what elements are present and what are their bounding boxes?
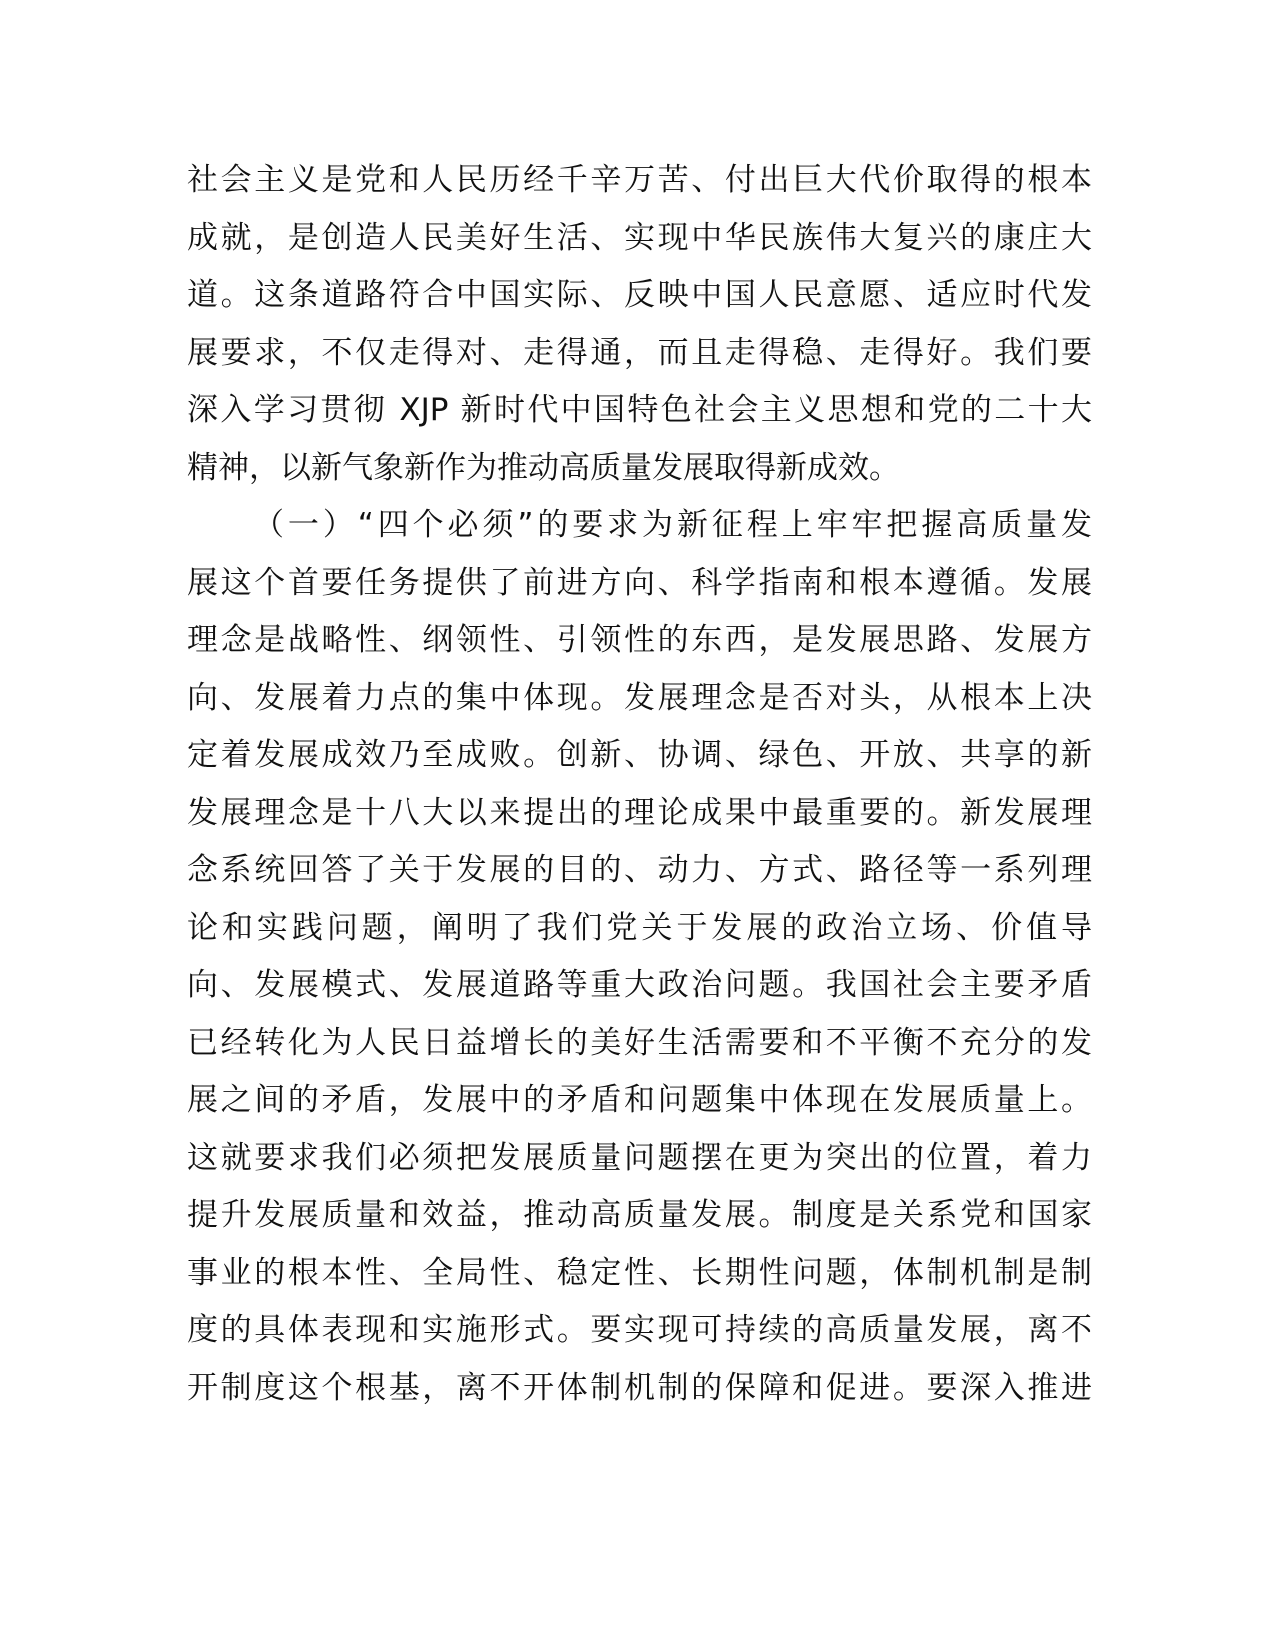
text-line: 开制度这个根基，离不开体制机制的保障和促进。要深入推进 [187, 1369, 1092, 1406]
text-line: 向、发展着力点的集中体现。发展理念是否对头，从根本上决 [187, 679, 1092, 716]
text-line: 向、发展模式、发展道路等重大政治问题。我国社会主要矛盾 [187, 967, 1092, 1003]
document-body [187, 152, 1092, 1417]
text-line: 度的具体表现和实施形式。要实现可持续的高质量发展，离不 [187, 1312, 1092, 1348]
text-line: 定着发展成效乃至成败。创新、协调、绿色、开放、共享的新 [187, 737, 1092, 773]
text-line: 这就要求我们必须把发展质量问题摆在更为突出的位置，着力 [187, 1139, 1092, 1176]
text-line: 社会主义是党和人民历经千辛万苦、付出巨大代价取得的根本 [187, 162, 1092, 198]
text-line: 展之间的矛盾，发展中的矛盾和问题集中体现在发展质量上。 [187, 1082, 1092, 1118]
text-line: 已经转化为人民日益增长的美好生活需要和不平衡不充分的发 [187, 1024, 1092, 1061]
text-line: 理念是战略性、纲领性、引领性的东西，是发展思路、发展方 [187, 622, 1092, 658]
paragraph-2 [187, 497, 1092, 1417]
paragraph-1 [187, 152, 1092, 497]
text-line: 事业的根本性、全局性、稳定性、长期性问题，体制机制是制 [187, 1254, 1092, 1291]
text-line: 深入学习贯彻 XJP 新时代中国特色社会主义思想和党的二十大 [187, 392, 1092, 428]
text-line: 提升发展质量和效益，推动高质量发展。制度是关系党和国家 [187, 1197, 1092, 1233]
text-line: 展这个首要任务提供了前进方向、科学指南和根本遵循。发展 [187, 564, 1092, 601]
text-line: 念系统回答了关于发展的目的、动力、方式、路径等一系列理 [187, 852, 1092, 888]
text-line: 道。这条道路符合中国实际、反映中国人民意愿、适应时代发 [187, 277, 1092, 313]
text-line: 发展理念是十八大以来提出的理论成果中最重要的。新发展理 [187, 794, 1092, 831]
text-line: 展要求，不仅走得对、走得通，而且走得稳、走得好。我们要 [187, 334, 1092, 371]
text-line-indented: （一）“四个必须”的要求为新征程上牢牢把握高质量发 [253, 507, 1092, 543]
text-line: 论和实践问题，阐明了我们党关于发展的政治立场、价值导 [187, 909, 1092, 946]
text-line: 精神，以新气象新作为推动高质量发展取得新成效。 [187, 449, 900, 486]
text-line: 成就，是创造人民美好生活、实现中华民族伟大复兴的康庄大 [187, 219, 1092, 256]
